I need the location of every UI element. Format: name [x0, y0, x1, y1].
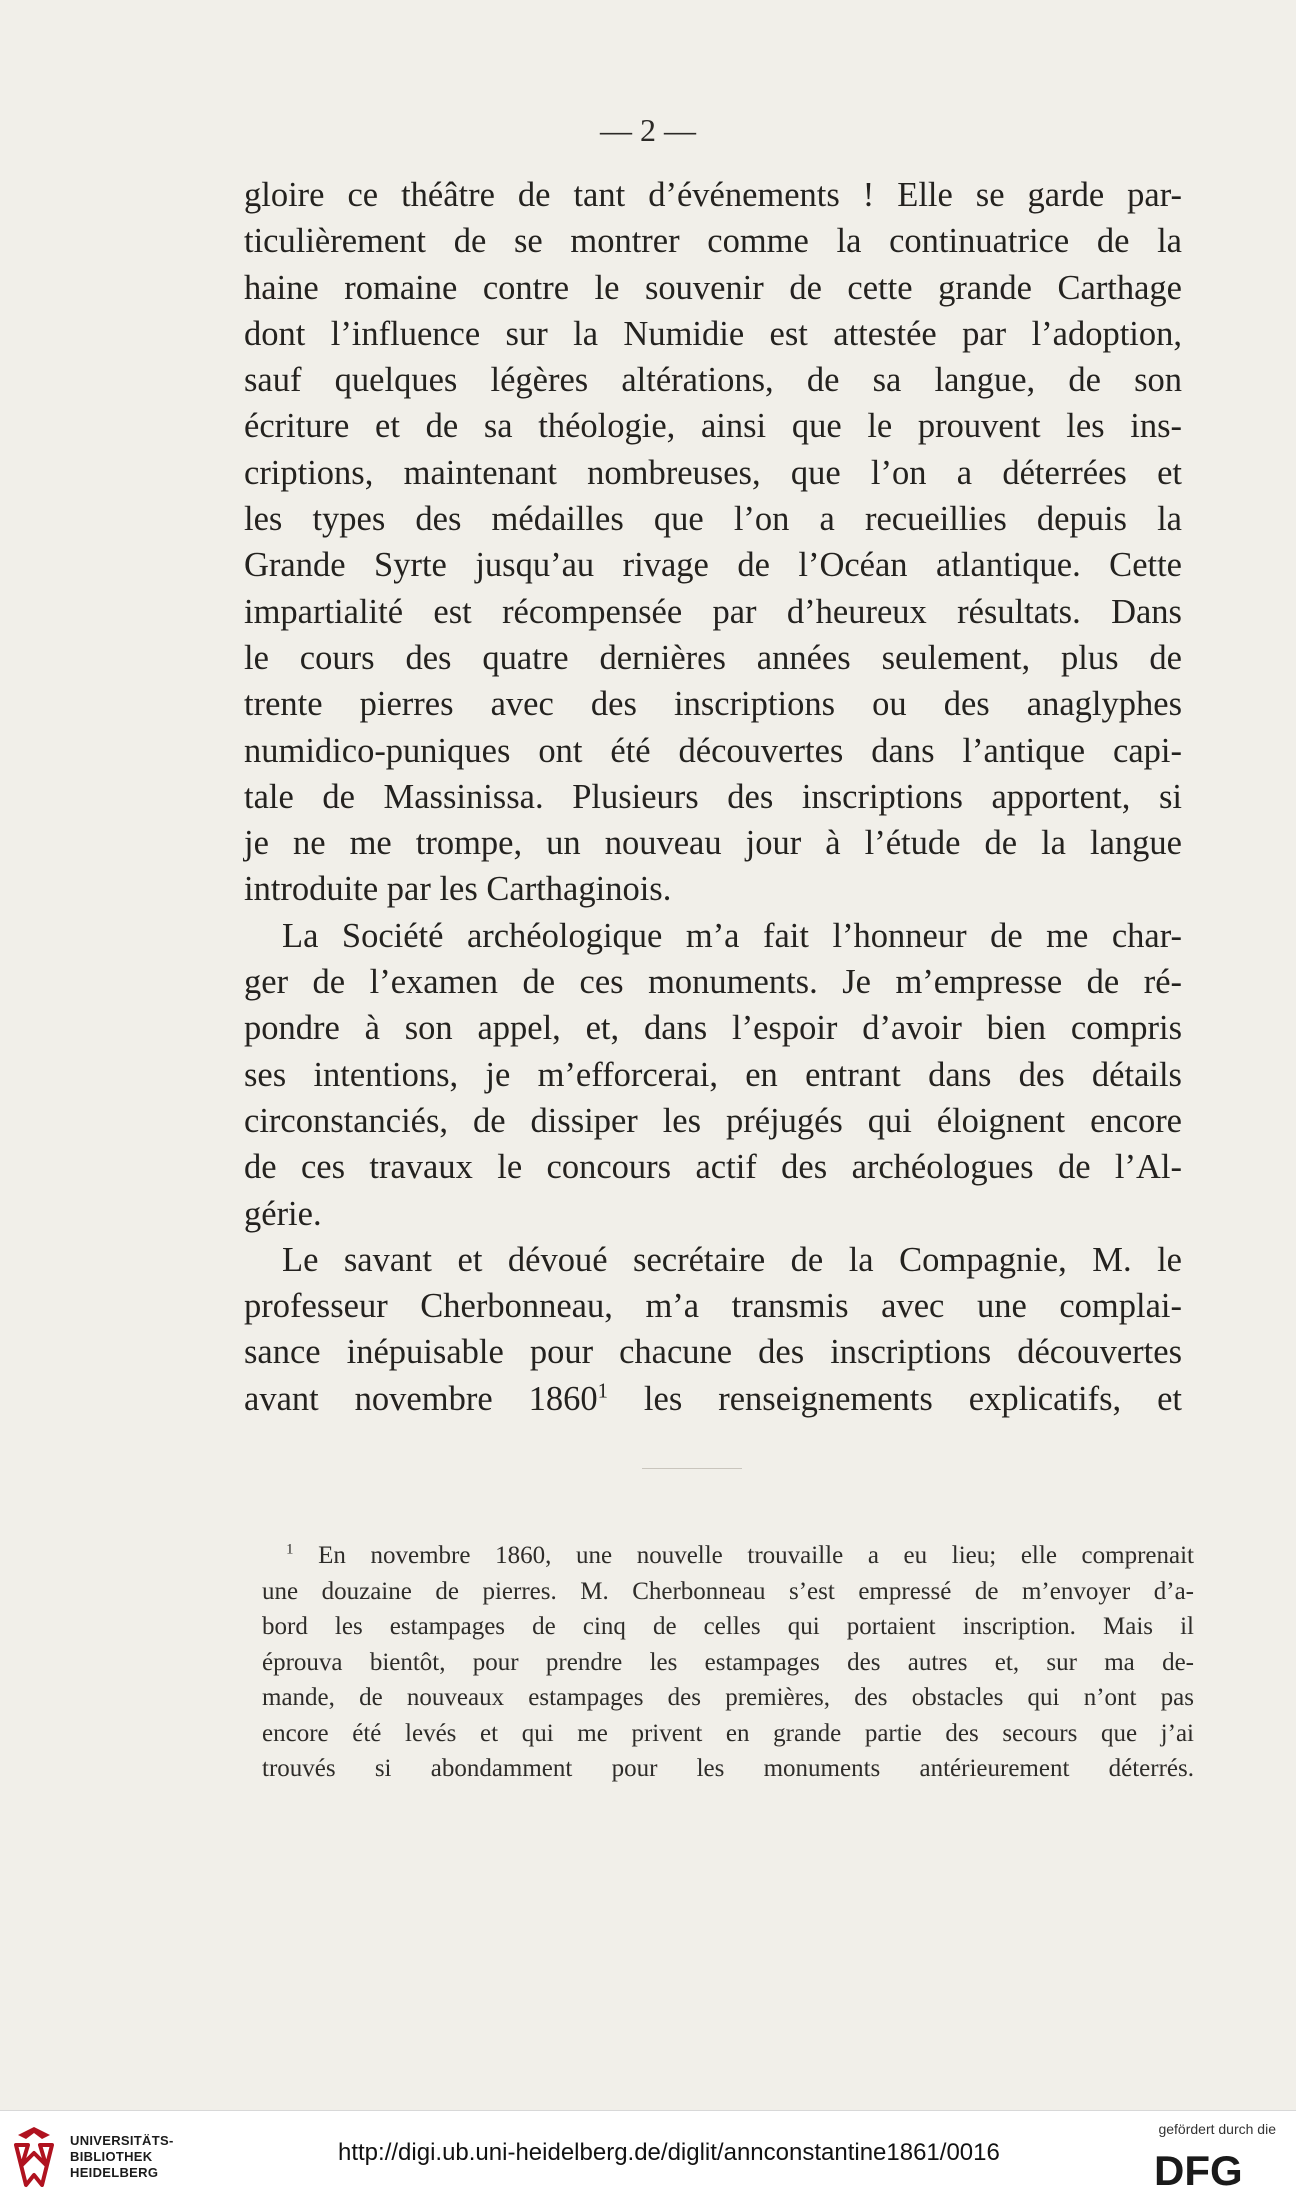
dfg-logo-icon [1152, 2147, 1278, 2191]
text-line: gloire ce théâtre de tant d’événements ! Elle se garde par- [244, 176, 1182, 214]
paragraph-2 [244, 913, 1182, 1237]
text-line: dont l’influence sur la Numidie est attestée par l’adoption, [244, 314, 1182, 353]
footnote [262, 1538, 1194, 1787]
text-line: Le savant et dévoué secrétaire de la Compagnie, M. le [282, 1240, 1182, 1279]
footnote-line [262, 1538, 1194, 1574]
text-line: les types des médailles que l’on a recueillies depuis la [244, 500, 1182, 539]
text-line: le cours des quatre dernières années seulement, plus de [244, 638, 1182, 677]
university-logo-icon [12, 2125, 56, 2191]
paragraph-3 [244, 1237, 1182, 1422]
permalink-url[interactable]: http://digi.ub.uni-heidelberg.de/diglit/annconstantine1861/0016 [338, 2139, 1000, 2166]
text-line: professeur Cherbonneau, m’a transmis avec une complai- [244, 1287, 1182, 1326]
text-line: pondre à son appel, et, dans l’espoir d’avoir bien compris [244, 1009, 1182, 1048]
text-line-with-footnote-ref [244, 1376, 1182, 1422]
footnote-marker: 1 [286, 1541, 294, 1558]
text-line: de ces travaux le concours actif des archéologues de l’Al- [244, 1148, 1182, 1187]
funded-by-label: gefördert durch die [1158, 2121, 1276, 2137]
footnote-line: une douzaine de pierres. M. Cherbonneau s’est empressé de m’envoyer d’a- [262, 1577, 1194, 1605]
footnote-line: bord les estampages de cinq de celles qui portaient inscription. Mais il [262, 1613, 1194, 1640]
text-line: ses intentions, je m’efforcerai, en entrant dans des détails [244, 1055, 1182, 1094]
footnote-line: trouvés si abondamment pour les monuments antérieurement déterrés. [262, 1755, 1194, 1782]
footnote-line: éprouva bientôt, pour prendre les estampages des autres et, sur ma de- [262, 1648, 1194, 1676]
footnote-reference: 1 [597, 1380, 608, 1403]
text-line: criptions, maintenant nombreuses, que l’on a déterrées et [244, 453, 1182, 492]
footnote-separator [642, 1468, 742, 1469]
institution-line: HEIDELBERG [70, 2165, 159, 2180]
text-fragment: En novembre 1860, une nouvelle trouvaille a eu lieu; elle comprenait [293, 1542, 1194, 1569]
institution-line: BIBLIOTHEK [70, 2149, 153, 2164]
text-line: impartialité est récompensée par d’heureux résultats. Dans [244, 592, 1182, 631]
text-line: Grande Syrte jusqu’au rivage de l’Océan atlantique. Cette [244, 546, 1182, 585]
text-line: introduite par les Carthaginois. [244, 870, 672, 909]
text-line: gérie. [244, 1194, 322, 1233]
paragraph-1 [244, 172, 1182, 913]
text-line: sance inépuisable pour chacune des inscriptions découvertes [244, 1333, 1182, 1372]
text-line: La Société archéologique m’a fait l’honneur de me char- [282, 916, 1182, 955]
text-line: numidico-puniques ont été découvertes dans l’antique capi- [244, 731, 1182, 770]
text-line: tale de Massinissa. Plusieurs des inscriptions apportent, si [244, 777, 1182, 816]
text-line: haine romaine contre le souvenir de cette grande Carthage [244, 268, 1182, 307]
body-text [244, 172, 1182, 1422]
dfg-logo-text: DFG [1154, 2147, 1243, 2191]
text-line: circonstanciés, de dissiper les préjugés qui éloignent encore [244, 1101, 1182, 1140]
text-line: ticulièrement de se montrer comme la continuatrice de la [244, 222, 1182, 261]
page-number: — 2 — [600, 112, 696, 148]
footnote-line: mande, de nouveaux estampages des premières, des obstacles qui n’ont pas [262, 1684, 1194, 1711]
text-line: je ne me trompe, un nouveau jour à l’étude de la langue [244, 824, 1182, 863]
text-fragment: avant novembre 1860 [244, 1379, 598, 1418]
text-fragment: les renseignements explicatifs, et [607, 1379, 1182, 1418]
institution-line: UNIVERSITÄTS- [70, 2133, 174, 2148]
text-line: trente pierres avec des inscriptions ou des anaglyphes [244, 685, 1182, 724]
viewer-footer [0, 2110, 1296, 2204]
text-line: sauf quelques légères altérations, de sa langue, de son [244, 361, 1182, 400]
institution-name [70, 2133, 174, 2181]
footnote-line: encore été levés et qui me privent en grande partie des secours que j’ai [262, 1719, 1194, 1747]
text-line: écriture et de sa théologie, ainsi que le prouvent les ins- [244, 407, 1182, 446]
text-line: ger de l’examen de ces monuments. Je m’empresse de ré- [244, 963, 1182, 1002]
